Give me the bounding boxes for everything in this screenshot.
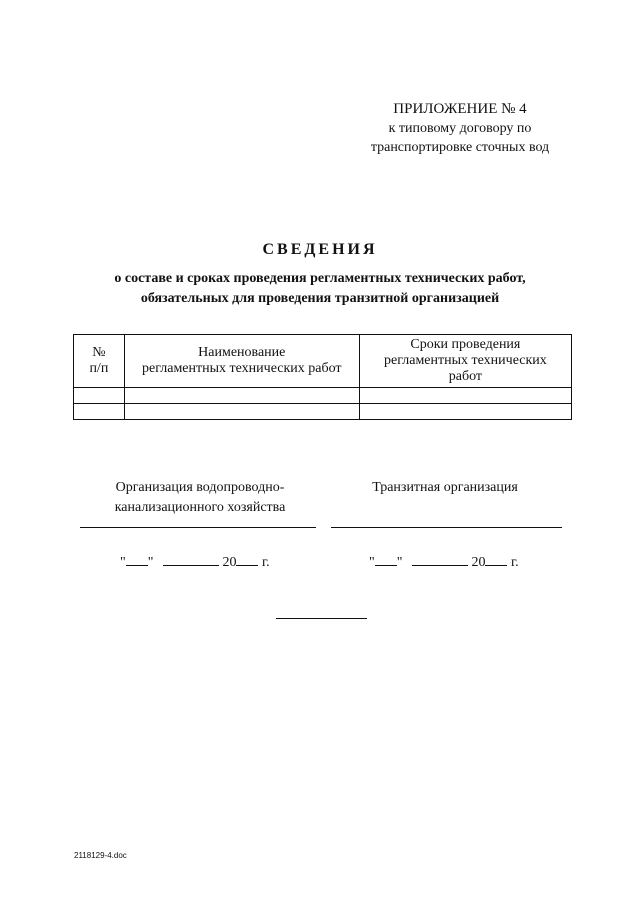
left-signatory-line-2: канализационного хозяйства [114,500,286,515]
table-cell [359,404,571,420]
date-year-blank [236,553,258,566]
document-id: 2118129-4.doc [74,851,127,860]
left-signatory [80,478,320,518]
left-signature-line [80,527,316,528]
table-header-row [74,335,572,388]
table-row [74,404,572,420]
date-year: 20 [222,555,237,570]
appendix-line-2: транспортировке сточных вод [370,140,550,155]
table-cell [124,388,359,404]
header-number [74,335,125,388]
table-cell [74,404,125,420]
works-table [73,334,572,420]
header-name [124,335,359,388]
subtitle-line-2: обязательных для проведения транзитной организацией [140,291,500,306]
header-dates-line-1: Сроки проведения [410,337,521,352]
date-suffix: г. [261,555,270,570]
date-month-blank [412,553,468,566]
table-row [74,388,572,404]
right-date-line [369,553,519,571]
left-date-line [120,553,270,571]
date-quote-close: " [147,555,154,570]
header-name-line-1: Наименование [198,345,286,360]
date-suffix: г. [510,555,519,570]
table-cell [359,388,571,404]
document-title: СВЕДЕНИЯ [262,241,378,258]
header-dates-line-3: работ [448,369,483,384]
date-quote-close: " [396,555,403,570]
left-signatory-line-1: Организация водопроводно- [115,480,285,495]
closing-rule [276,618,367,619]
header-dates-line-2: регламентных технических [384,353,547,368]
header-number-line-1: № [92,345,106,360]
table-cell [74,388,125,404]
date-year: 20 [471,555,486,570]
header-number-line-2: п/п [89,361,109,376]
header-name-line-2: регламентных технических работ [142,361,342,376]
right-signatory [330,478,560,498]
right-signature-line [331,527,562,528]
header-dates [359,335,571,388]
appendix-title: ПРИЛОЖЕНИЕ № 4 [393,101,527,117]
date-quote-open: " [120,555,126,570]
document-subtitle [60,269,580,309]
table-cell [124,404,359,420]
subtitle-line-1: о составе и сроках проведения регламентных технических работ, [114,271,526,286]
date-month-blank [163,553,219,566]
date-year-blank [485,553,507,566]
date-quote-open: " [369,555,375,570]
appendix-header [330,100,590,157]
document-heading [60,241,580,309]
date-day-blank [375,553,397,566]
date-day-blank [126,553,148,566]
appendix-line-1: к типовому договору по [388,121,532,136]
right-signatory-label: Транзитная организация [372,480,518,495]
